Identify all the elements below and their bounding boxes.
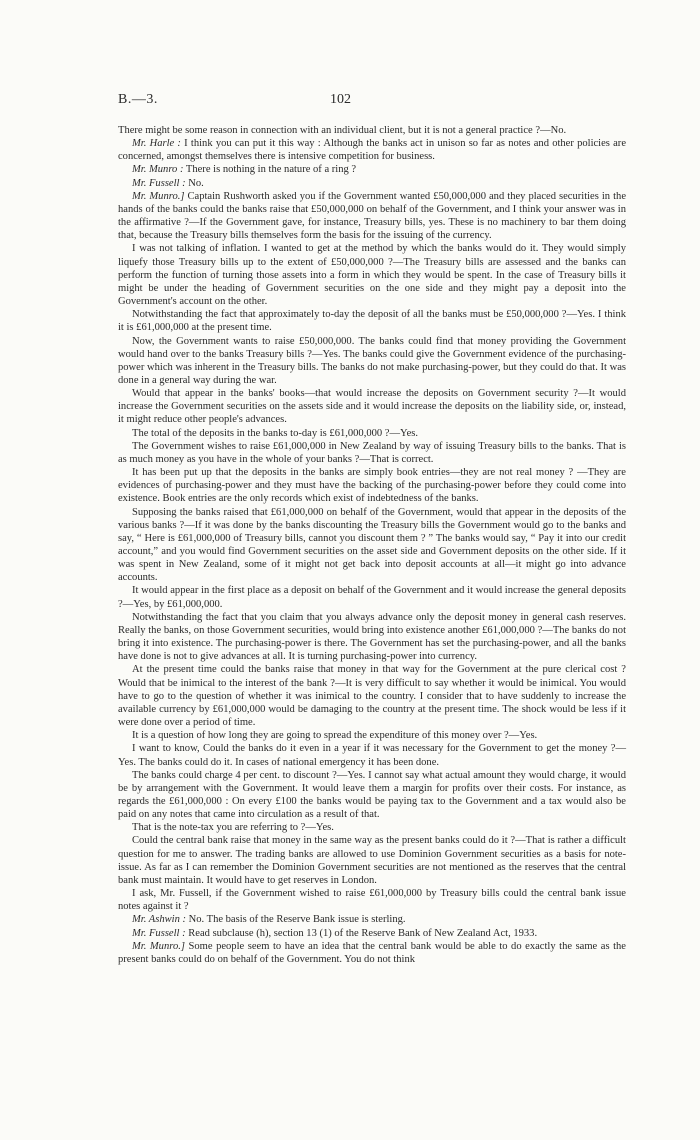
paragraph bbox=[118, 663, 626, 729]
paragraph bbox=[118, 466, 626, 505]
paragraph-text: There is nothing in the nature of a ring ? bbox=[183, 164, 357, 176]
paragraph bbox=[118, 427, 626, 440]
paragraph bbox=[118, 742, 626, 768]
paragraph-text: There might be some reason in connection with an individual client, but it is not a general practice ?—No. bbox=[118, 125, 567, 136]
paragraph-text: Now, the Government wants to raise £50,000,000. The banks could find that money providing the Government would hand over to the banks Treasury bills ?—Yes. The banks could give the Government evidence of the purchasing-power which was inherent in the Treasury bills. The banks do not make purchasing-power, but they could do that. It was done in a general way during the war. bbox=[118, 335, 626, 386]
paragraph-text: I think you can put it this way : Although the banks act in unison so far as notes and other policies are concerned, amongst themselves there is intensive competition for business. bbox=[118, 138, 626, 163]
paragraph bbox=[118, 611, 626, 664]
speaker-name: Mr. Fussell : bbox=[132, 927, 186, 939]
paragraph-text: Notwithstanding the fact that you claim that you always advance only the deposit money in general cash reserves. Really the banks, on those Government securities, would bring into existence another £61,000,000 ?—The banks do not bring it into existence. The purchasing-power is there. The Government has set the purchasing-power, and all the banks have done is not to give advances at all. It is turning purchasing-power into currency. bbox=[118, 611, 626, 663]
document-body bbox=[118, 124, 626, 966]
paragraph bbox=[118, 177, 626, 190]
paragraph bbox=[118, 242, 626, 308]
paragraph-text: That is the note-tax you are referring to ?—Yes. bbox=[132, 822, 334, 834]
paragraph bbox=[118, 506, 626, 585]
page-number: 102 bbox=[330, 92, 351, 107]
paragraph-text: It is a question of how long they are going to spread the expenditure of this money over ?—Yes. bbox=[132, 730, 538, 742]
paragraph bbox=[118, 769, 626, 822]
paragraph bbox=[118, 163, 626, 176]
paragraph-text: Supposing the banks raised that £61,000,000 on behalf of the Government, would that appear in the deposits of the various banks ?—If it was done by the banks discounting the Treasury bills the Government would go to the banks and say, “ Here is £61,000,000 of Treasury bills, cannot you discount them ? ” The banks would say, “ Pay it into our credit account,” and you would find Government securities on the asset side and Government deposits on the other side. If it was spent in New Zealand, some of it might not get back into deposit accounts at all—it might go into advance accounts. bbox=[118, 506, 626, 584]
paragraph-text: At the present time could the banks raise that money in that way for the Government at the pure clerical cost ? Would that be inimical to the interest of the bank ?—It is very difficult to say whether it would be inimical. You would have to go to the question of whether it was inimical to the country. I consider that to have suddenly to increase the available currency by £61,000,000 would be damaging to the country at the present time. The shock would be less if it were done over a period of time. bbox=[118, 664, 626, 729]
paragraph bbox=[118, 335, 626, 388]
paragraph-text: Notwithstanding the fact that approximately to-day the deposit of all the banks must be £50,000,000 ?—Yes. I think it is £61,000,000 at the present time. bbox=[118, 309, 626, 334]
document-reference: B.—3. bbox=[118, 92, 158, 107]
paragraph bbox=[118, 124, 626, 137]
paragraph-text: No. bbox=[185, 177, 204, 189]
paragraph-text: It has been put up that the deposits in the banks are simply book entries—they are not real money ? —They are evidences of purchasing-power and they must have the backing of the purchasing-power before they could come into existence. Book entries are the only records which exist of indebtedness of the banks. bbox=[118, 467, 626, 505]
speaker-name: Mr. Munro.] bbox=[132, 190, 185, 202]
speaker-name: Mr. Fussell : bbox=[132, 177, 186, 189]
paragraph bbox=[118, 190, 626, 243]
paragraph bbox=[118, 927, 626, 940]
paragraph bbox=[118, 940, 626, 966]
paragraph-text: Could the central bank raise that money in the same way as the present banks could do it ?—That is rather a difficult question for me to answer. The trading banks are allowed to use Dominion Government securities as a basis for note-issue. As far as I can remember the Dominion Government securities are not mentioned as the reserves that the central bank must maintain. It would have to get reserves in London. bbox=[118, 835, 626, 886]
paragraph bbox=[118, 308, 626, 334]
paragraph-text: The Government wishes to raise £61,000,000 in New Zealand by way of issuing Treasury bills to the banks. That is as much money as you have in the whole of your banks ?—That is correct. bbox=[118, 440, 626, 465]
paragraph bbox=[118, 834, 626, 887]
paragraph-text: Read subclause (h), section 13 (1) of the Reserve Bank of New Zealand Act, 1933. bbox=[185, 927, 538, 939]
paragraph bbox=[118, 729, 626, 742]
paragraph-text: I want to know, Could the banks do it even in a year if it was necessary for the Government to get the money ?—Yes. The banks could do it. In cases of national emergency it has been done. bbox=[118, 743, 626, 768]
paragraph-text: Captain Rushworth asked you if the Government wanted £50,000,000 and they placed securities in the hands of the banks could the banks raise that £50,000,000 on behalf of the Government, and I think your answer was in the affirmative ?—If the Government gave, for instance, Treasury bills, yes. These is no machinery to bar them doing that, because the Treasury bills themselves form the basis for the issuing of the currency. bbox=[118, 190, 627, 242]
paragraph-text: The banks could charge 4 per cent. to discount ?—Yes. I cannot say what actual amount they would charge, it would be by arrangement with the Government. It would leave them a margin for profits over their costs. For instance, as regards the £61,000,000 : On every £100 the banks would be paying tax to the Government and a tax would also be paid on any notes that came into circulation as a result of that. bbox=[118, 769, 626, 821]
paragraph bbox=[118, 137, 626, 163]
speaker-name: Mr. Ashwin : bbox=[132, 914, 187, 926]
paragraph-text: I ask, Mr. Fussell, if the Government wished to raise £61,000,000 by Treasury bills could the central bank issue notes against it ? bbox=[118, 888, 626, 913]
paragraph-text: No. The basis of the Reserve Bank issue is sterling. bbox=[186, 914, 406, 926]
paragraph bbox=[118, 821, 626, 834]
paragraph bbox=[118, 387, 626, 426]
paragraph bbox=[118, 887, 626, 913]
paragraph bbox=[118, 440, 626, 466]
speaker-name: Mr. Harle : bbox=[132, 138, 181, 150]
paragraph-text: The total of the deposits in the banks to-day is £61,000,000 ?—Yes. bbox=[132, 427, 419, 439]
speaker-name: Mr. Munro : bbox=[132, 164, 184, 176]
paragraph bbox=[118, 584, 626, 610]
paragraph-text: I was not talking of inflation. I wanted to get at the method by which the banks would do it. They would simply liquefy those Treasury bills up to the extent of £50,000,000 ?—The Treasury bills are assessed and the banks can perform the function of turning those assets into a form in which they would be spent. In the case of Treasury bills it might be under the heading of Government securities on the one side and they might pay a deposit into the Government's account on the other. bbox=[118, 243, 626, 308]
paragraph-text: Some people seem to have an idea that the central bank would be able to do exactly the same as the present banks could do on behalf of the Government. You do not think bbox=[118, 940, 626, 965]
paragraph bbox=[118, 913, 626, 926]
speaker-name: Mr. Munro.] bbox=[132, 940, 185, 952]
paragraph-text: It would appear in the first place as a deposit on behalf of the Government and it would increase the general deposits ?—Yes, by £61,000,000. bbox=[118, 585, 626, 610]
paragraph-text: Would that appear in the banks' books—that would increase the deposits on Government security ?—It would increase the Government securities on the assets side and it would increase the deposits on the liability side, or, instead, it might reduce other people's advances. bbox=[118, 388, 626, 426]
